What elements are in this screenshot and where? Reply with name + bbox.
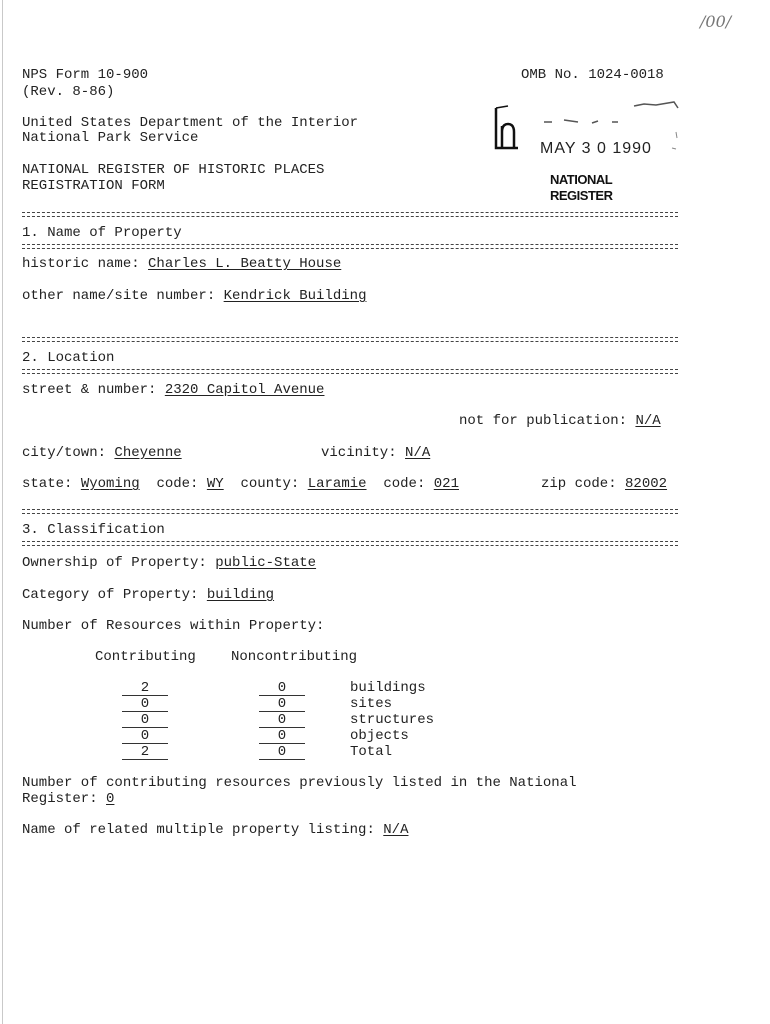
city-label: city/town: <box>22 445 107 461</box>
other-name-row <box>22 288 366 304</box>
section-divider <box>22 244 678 249</box>
multiple-listing-row <box>22 822 408 838</box>
noncontributing-count: 0 <box>259 712 305 728</box>
section-1-heading: 1. Name of Property <box>22 225 182 241</box>
scan-edge <box>2 0 3 1024</box>
stamp-label-register: REGISTER <box>550 188 613 203</box>
vicinity-label: vicinity: <box>321 445 397 461</box>
resource-type: objects <box>350 728 409 744</box>
not-for-publication-row <box>459 413 661 429</box>
category-row <box>22 587 274 603</box>
column-noncontributing: Noncontributing <box>231 649 358 665</box>
ownership-label: Ownership of Property: <box>22 555 207 571</box>
street-label: street & number: <box>22 382 157 398</box>
resources-label: Number of Resources within Property: <box>22 618 325 634</box>
previously-listed-label: Number of contributing resources previously listed in the National <box>22 775 577 791</box>
county-code-value: 021 <box>433 476 459 492</box>
resource-type: buildings <box>350 680 426 696</box>
street-value: 2320 Capitol Avenue <box>164 382 325 398</box>
handwritten-note: /00/ <box>700 12 732 31</box>
not-for-publication-label: not for publication: <box>459 413 628 429</box>
historic-name-value: Charles L. Beatty House <box>148 256 342 272</box>
zip-row <box>541 476 667 492</box>
stamp-date: MAY 3 0 1990 <box>540 140 652 157</box>
omb-number: OMB No. 1024-0018 <box>521 67 664 83</box>
previously-listed-value: 0 <box>106 791 115 807</box>
other-name-value: Kendrick Building <box>223 288 367 304</box>
state-value: Wyoming <box>80 476 140 492</box>
resource-type: structures <box>350 712 435 728</box>
form-revision: (Rev. 8-86) <box>22 84 115 100</box>
noncontributing-count: 0 <box>259 728 305 744</box>
register-title: NATIONAL REGISTER OF HISTORIC PLACES <box>22 162 325 178</box>
section-divider <box>22 369 678 374</box>
stamp-label-national: NATIONAL <box>550 172 613 187</box>
contributing-count: 2 <box>122 680 168 696</box>
county-value: Laramie <box>307 476 367 492</box>
contributing-count: 0 <box>122 696 168 712</box>
vicinity-value: N/A <box>405 445 431 461</box>
agency: National Park Service <box>22 130 199 146</box>
county-label: county: <box>240 476 300 492</box>
contributing-total: 2 <box>122 744 168 760</box>
historic-name-row <box>22 256 341 272</box>
department: United States Department of the Interior <box>22 115 359 131</box>
form-number: NPS Form 10-900 <box>22 67 149 83</box>
ownership-row <box>22 555 316 571</box>
ownership-value: public-State <box>215 555 317 571</box>
section-divider <box>22 509 678 514</box>
resource-type: sites <box>350 696 393 712</box>
vicinity-row <box>321 445 430 461</box>
city-row <box>22 445 182 461</box>
noncontributing-count: 0 <box>259 680 305 696</box>
previously-listed-row <box>22 791 114 807</box>
contributing-count: 0 <box>122 712 168 728</box>
not-for-publication-value: N/A <box>635 413 661 429</box>
historic-name-label: historic name: <box>22 256 140 272</box>
column-contributing: Contributing <box>95 649 196 665</box>
noncontributing-count: 0 <box>259 696 305 712</box>
section-divider <box>22 337 678 342</box>
resource-type-total: Total <box>350 744 393 760</box>
state-label: state: <box>22 476 73 492</box>
state-row <box>22 476 459 492</box>
state-code-label: code: <box>156 476 199 492</box>
multiple-listing-label: Name of related multiple property listing: <box>22 822 375 838</box>
received-stamp <box>494 96 680 206</box>
category-label: Category of Property: <box>22 587 199 603</box>
street-row <box>22 382 324 398</box>
city-value: Cheyenne <box>114 445 182 461</box>
zip-value: 82002 <box>625 476 668 492</box>
section-divider <box>22 212 678 217</box>
noncontributing-total: 0 <box>259 744 305 760</box>
category-value: building <box>206 587 275 603</box>
zip-label: zip code: <box>541 476 617 492</box>
contributing-count: 0 <box>122 728 168 744</box>
previously-listed-label-2: Register: <box>22 791 98 807</box>
county-code-label: code: <box>383 476 426 492</box>
stamp-logo-icon <box>494 104 520 152</box>
section-3-heading: 3. Classification <box>22 522 165 538</box>
multiple-listing-value: N/A <box>383 822 409 838</box>
section-divider <box>22 541 678 546</box>
form-title: REGISTRATION FORM <box>22 178 165 194</box>
section-2-heading: 2. Location <box>22 350 115 366</box>
state-code-value: WY <box>206 476 224 492</box>
other-name-label: other name/site number: <box>22 288 216 304</box>
